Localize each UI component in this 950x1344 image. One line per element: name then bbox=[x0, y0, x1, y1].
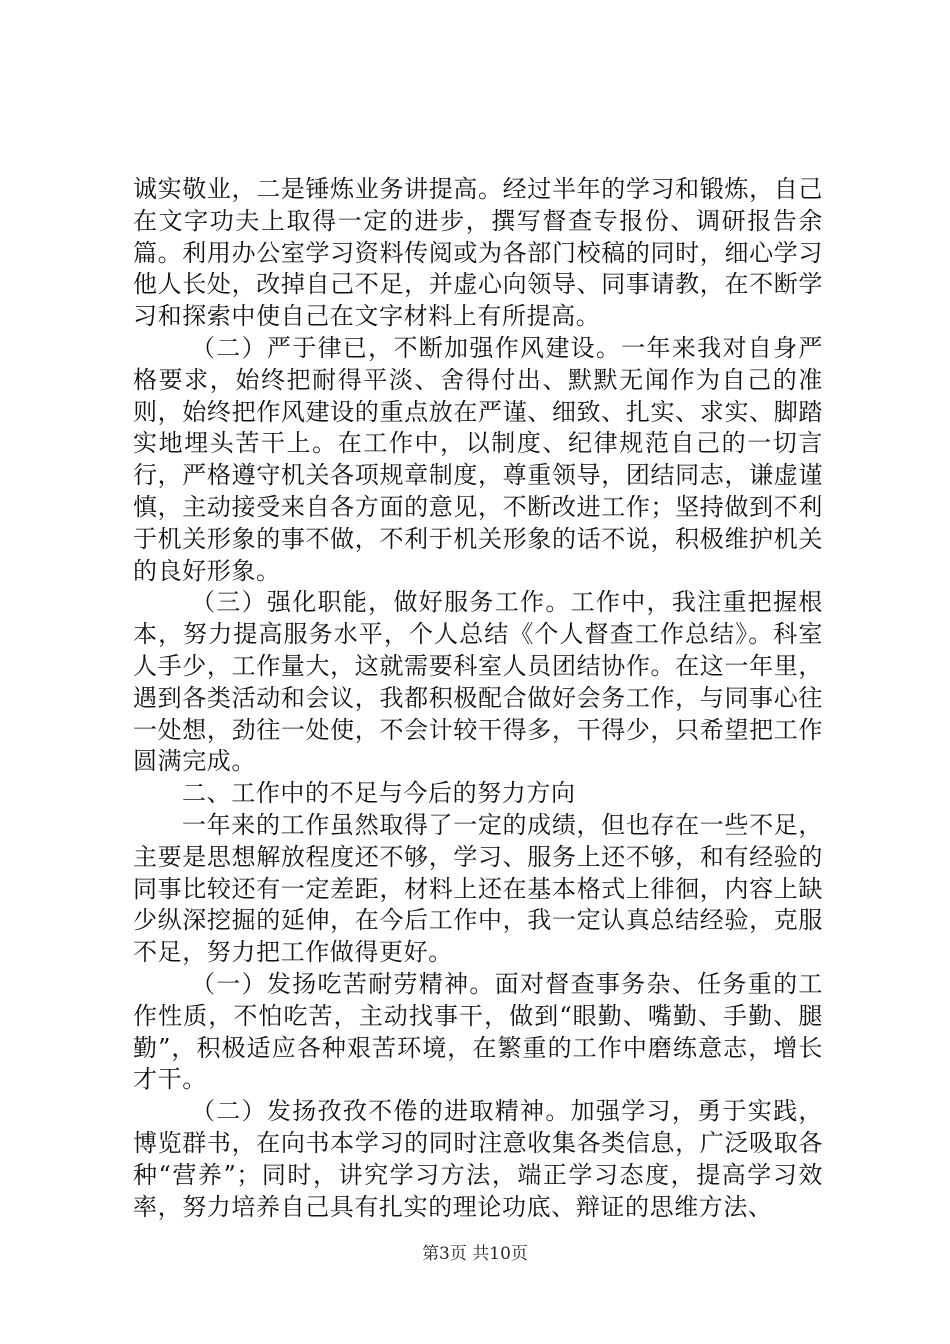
paragraph-point-1: （一）发扬吃苦耐劳精神。面对督查事务杂、任务重的工作性质，不怕吃苦，主动找事干，做到“眼勤、嘴勤、手勤、腿勤”，积极适应各种艰苦环境，在繁重的工作中磨练意志，增长才干。 bbox=[133, 969, 823, 1094]
document-body bbox=[133, 174, 823, 1223]
section-heading: 二、工作中的不足与今后的努力方向 bbox=[182, 779, 576, 808]
paragraph-summary: 一年来的工作虽然取得了一定的成绩，但也存在一些不足，主要是思想解放程度还不够，学习、服务上还不够，和有经验的同事比较还有一定差距，材料上还在基本格式上徘徊，内容上缺少纵深挖掘的延伸，在今后工作中，我一定认真总结经验，克服不足，努力把工作做得更好。 bbox=[133, 810, 823, 967]
paragraph-point-2: （二）发扬孜孜不倦的进取精神。加强学习，勇于实践，博览群书，在向书本学习的同时注意收集各类信息，广泛吸取各种“营养”；同时，讲究学习方法，端正学习态度，提高学习效率，努力培养自己具有扎实的理论功底、辩证的思维方法、 bbox=[133, 1097, 823, 1221]
page-number: 第3页 共10页 bbox=[422, 1244, 528, 1264]
paragraph-section-2: （二）严于律已，不断加强作风建设。一年来我对自身严格要求，始终把耐得平淡、舍得付出、默默无闻作为自己的准则，始终把作风建设的重点放在严谨、细致、扎实、求实、脚踏实地埋头苦干上。在工作中，以制度、纪律规范自己的一切言行，严格遵守机关各项规章制度，尊重领导，团结同志，谦虚谨慎，主动接受来自各方面的意见，不断改进工作；坚持做到不利于机关形象的事不做，不利于机关形象的话不说，积极维护机关的良好形象。 bbox=[133, 333, 823, 585]
paragraph-section-3: （三）强化职能，做好服务工作。工作中，我注重把握根本，努力提高服务水平，个人总结《个人督查工作总结》。科室人手少，工作量大，这就需要科室人员团结协作。在这一年里，遇到各类活动和会议，我都积极配合做好会务工作，与同事心往一处想，劲往一处使，不会计较干得多，干得少，只希望把工作圆满完成。 bbox=[133, 588, 823, 776]
paragraph-continuation: 诚实敬业，二是锤炼业务讲提高。经过半年的学习和锻炼，自己在文字功夫上取得一定的进步，撰写督查专报份、调研报告余篇。利用办公室学习资料传阅或为各部门校稿的同时，细心学习他人长处，改掉自己不足，并虚心向领导、同事请教，在不断学习和探索中使自己在文字材料上有所提高。 bbox=[133, 175, 823, 331]
